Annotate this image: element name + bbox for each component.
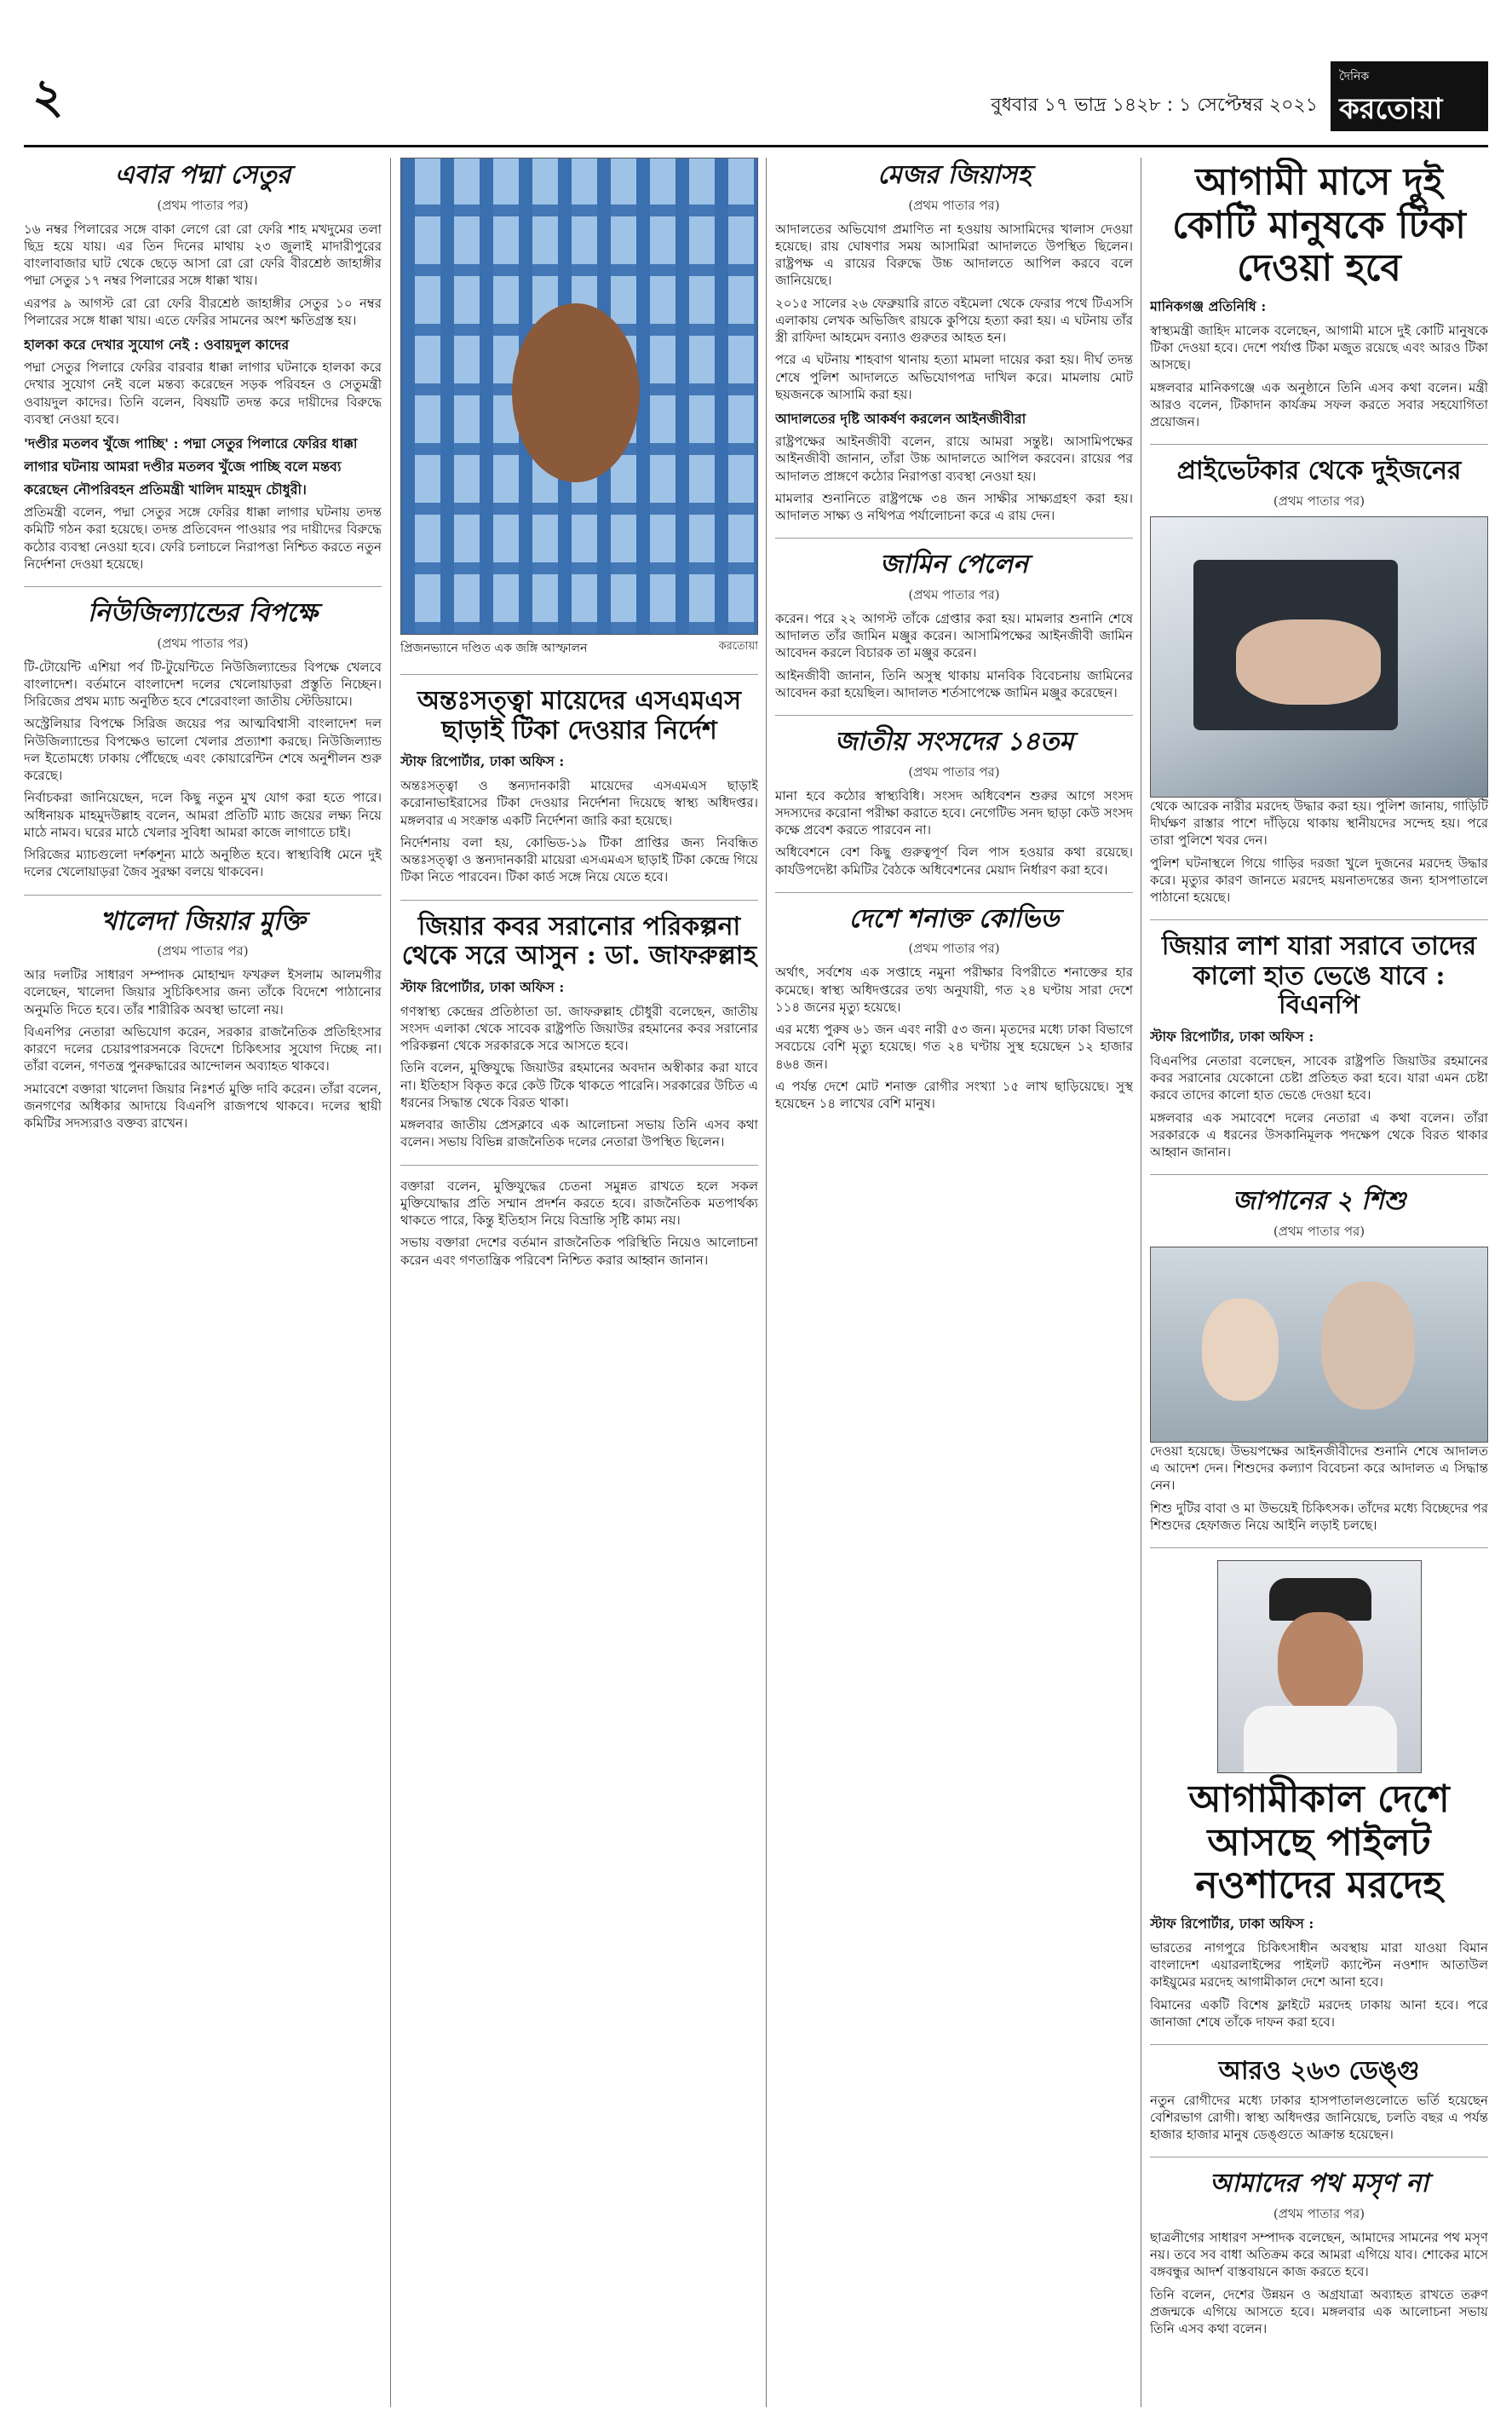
article-paragraph: আদালতের অভিযোগ প্রমাণিত না হওয়ায় আসামিদের খালাস দেওয়া হয়েছে। রায় ঘোষণার সময় আসামিরা আদালতে উপস্থিত ছিলেন। রাষ্ট্রপক্ষ এ রায়ের বিরুদ্ধে উচ্চ আদালতে আপিল করবে বলে জানিয়েছে। [775, 221, 1133, 289]
article-paragraph: তিনি বলেন, দেশের উন্নয়ন ও অগ্রযাত্রা অব্যাহত রাখতে তরুণ প্রজন্মকে এগিয়ে আসতে হবে। মঙ্গলবার এক আলোচনা সভায় তিনি এসব কথা বলেন। [1150, 2286, 1488, 2337]
article-paragraph: ভারতের নাগপুরে চিকিৎসাধীন অবস্থায় মারা যাওয়া বিমান বাংলাদেশ এয়ারলাইন্সের পাইলট ক্যাপ্টেন নওশাদ আতাউল কাইয়ুমের মরদেহ আগামীকাল দেশে আনা হবে। [1150, 1939, 1488, 1990]
photo-caption [400, 638, 758, 659]
masthead [24, 51, 1488, 147]
column-1 [24, 158, 382, 2407]
child-silhouette [1236, 619, 1381, 705]
article-padma [24, 161, 382, 587]
article-title: আমাদের পথ মসৃণ না [1209, 2169, 1429, 2199]
article-paragraph: অধিবেশনে বেশ কিছু গুরুত্বপূর্ণ বিল পাস হওয়ার কথা রয়েছে। কার্যউপদেষ্টা কমিটির বৈঠকে অধিবেশনের মেয়াদ নির্ধারণ করা হবে। [775, 844, 1133, 878]
article-paragraph: প্রতিমন্ত্রী বলেন, পদ্মা সেতুর সঙ্গে ফেরির ধাক্কা লাগার ঘটনায় তদন্ত কমিটি গঠন করা হয়েছে। তদন্ত প্রতিবেদন পাওয়ার পর দায়ীদের বিরুদ্ধে কঠোর ব্যবস্থা নেওয়া হবে। ফেরি চলাচলে নিরাপত্তা নিশ্চিত করতে নতুন নির্দেশনা দেওয়া হয়েছে। [24, 504, 382, 572]
article-zia-grave [400, 913, 758, 1166]
article-title: জাতীয় সংসদের ১৪তম [834, 727, 1074, 757]
byline: স্টাফ রিপোর্টার, ঢাকা অফিস : [400, 978, 565, 995]
article-paragraph: থেকে আরেক নারীর মরদেহ উদ্ধার করা হয়। পুলিশ জানায়, গাড়িটি দীর্ঘক্ষণ রাস্তার পাশে দাঁড়িয়ে থাকায় স্থানীয়দের সন্দেহ হয়। পরে তারা পুলিশে খবর দেন। [1150, 798, 1488, 849]
column-2 [400, 158, 758, 2407]
article-title: জিয়ার লাশ যারা সরাবে তাদের কালো হাত ভেঙে যাবে : বিএনপি [1161, 931, 1477, 1021]
article-title: আরও ২৬৩ ডেঙ্গু [1218, 2056, 1420, 2087]
article-paragraph: মামলার শুনানিতে রাষ্ট্রপক্ষে ৩৪ জন সাক্ষীর সাক্ষ্যগ্রহণ করা হয়। আদালত সাক্ষ্য ও নথিপত্র পর্যালোচনা করে এ রায় দেন। [775, 490, 1133, 523]
article-japan [1150, 1187, 1488, 1548]
article-paragraph: বিএনপির নেতারা বলেছেন, সাবেক রাষ্ট্রপতি জিয়াউর রহমানের কবর সরানোর যেকোনো চেষ্টা প্রতিহত করা হবে। যারা এমন চেষ্টা করবে তাদের কালো হাত ভেঙে দেওয়া হবে। [1150, 1052, 1488, 1103]
article-paragraph: মঙ্গলবার এক সমাবেশে দলের নেতারা এ কথা বলেন। তাঁরা সরকারকে এ ধরনের উসকানিমূলক পদক্ষেপ থেকে বিরত থাকার আহ্বান জানান। [1150, 1109, 1488, 1161]
byline: স্টাফ রিপোর্টার, ঢাকা অফিস : [400, 753, 565, 769]
article-khaleda [24, 907, 382, 1146]
article-two-crore [1150, 161, 1488, 445]
article-paragraph: গণস্বাস্থ্য কেন্দ্রের প্রতিষ্ঠাতা ডা. জাফরুল্লাহ চৌধুরী বলেছেন, জাতীয় সংসদ এলাকা থেকে সাবেক রাষ্ট্রপতি জিয়াউর রহমানের কবর সরানোর পরিকল্পনা থেকে সরকারকে সরে আসতে হবে। [400, 1003, 758, 1053]
continued-label: (প্রথম পাতার পর) [157, 197, 249, 213]
article-bail [775, 550, 1133, 716]
byline: মানিকগঞ্জ প্রতিনিধি : [1150, 297, 1267, 314]
pilot-head [1278, 1612, 1363, 1714]
article-title: খালেদা জিয়ার মুক্তি [100, 906, 306, 936]
continued-label: (প্রথম পাতার পর) [908, 763, 1000, 780]
article-paragraph: নির্বাচকরা জানিয়েছেন, দলে কিছু নতুন মুখ যোগ করা হতে পারে। অধিনায়ক মাহমুদউল্লাহ বলেন, আমরা প্রতিটি ম্যাচ জয়ের লক্ষ্য নিয়ে মাঠে নামব। ঘরের মাঠে খেলার সুবিধা আমরা কাজে লাগাতে চাই। [24, 790, 382, 840]
children-photo [1150, 1247, 1488, 1443]
article-private-car [1150, 457, 1488, 920]
article-subhead: 'দণ্ডীর মতলব খুঁজে পাচ্ছি' : পদ্মা সেতুর পিলারে ফেরির ধাক্কা লাগার ঘটনায় আমরা দণ্ডীর মতলব খুঁজে পাচ্ছি বলে মন্তব্য করেছেন নৌপরিবহন প্রতিমন্ত্রী খালিদ মাহমুদ চৌধুরী। [24, 435, 358, 498]
article-paragraph: পুলিশ ঘটনাস্থলে গিয়ে গাড়ির দরজা খুলে দুজনের মরদেহ উদ্ধার করে। মৃত্যুর কারণ জানতে মরদেহ ময়নাতদন্তের জন্য হাসপাতালে পাঠানো হয়েছে। [1150, 855, 1488, 906]
article-dengue [1150, 2057, 1488, 2157]
article-subhead: হালকা করে দেখার সুযোগ নেই : ওবায়দুল কাদের [24, 337, 290, 353]
photo-credit: করতোয়া [718, 640, 758, 653]
article-paragraph: সমাবেশে বক্তারা খালেদা জিয়ার নিঃশর্ত মুক্তি দাবি করেন। তাঁরা বলেন, জনগণের অধিকার আদায়ে বিএনপি রাজপথে থাকবে। দলের স্থায়ী কমিটির সদস্যরাও বক্তব্য রাখেন। [24, 1080, 382, 1131]
photo-block [400, 158, 758, 675]
column-3 [775, 158, 1133, 2407]
child-silhouette [1321, 1282, 1415, 1409]
article-paragraph: স্বাস্থ্যমন্ত্রী জাহিদ মালেক বলেছেন, আগামী মাসে দুই কোটি মানুষকে টিকা দেওয়া হবে। দেশে পর্যাপ্ত টিকা মজুত রয়েছে এবং আরও টিকা আসছে। [1150, 322, 1488, 373]
article-paragraph: আইনজীবী জানান, তিনি অসুস্থ থাকায় মানবিক বিবেচনায় জামিনের আবেদন করা হয়েছিল। আদালত শর্তসাপেক্ষে জামিন মঞ্জুর করেছেন। [775, 667, 1133, 700]
person-silhouette [512, 303, 640, 482]
car-photo [1150, 516, 1488, 798]
article-paragraph: তিনি বলেন, মুক্তিযুদ্ধে জিয়াউর রহমানের অবদান অস্বীকার করা যাবে না। ইতিহাস বিকৃত করে কেউ টিকে থাকতে পারেনি। সরকারের উচিত এ ধরনের সিদ্ধান্ত থেকে বিরত থাকা। [400, 1060, 758, 1110]
article-title: অন্তঃসত্ত্বা মায়েদের এসএমএস ছাড়াই টিকা দেওয়ার নির্দেশ [417, 686, 742, 746]
article-parliament [775, 728, 1133, 893]
dateline: বুধবার ১৭ ভাদ্র ১৪২৮ : ১ সেপ্টেম্বর ২০২১ [991, 95, 1318, 116]
newspaper-logo [1331, 61, 1488, 131]
article-title: আগামী মাসে দুই কোটি মানুষকে টিকা দেওয়া হবে [1172, 160, 1466, 291]
pilot-uniform [1244, 1706, 1397, 1773]
column-divider [766, 158, 767, 2407]
article-title: আগামীকাল দেশে আসছে পাইলট নওশাদের মরদেহ [1188, 1777, 1450, 1908]
continued-label: (প্রথম পাতার পর) [908, 941, 1000, 957]
continued-label: (প্রথম পাতার পর) [1273, 493, 1365, 509]
article-vaccine [400, 687, 758, 901]
child-silhouette [1202, 1299, 1279, 1401]
article-paragraph: রাষ্ট্রপক্ষের আইনজীবী বলেন, রায়ে আমরা সন্তুষ্ট। আসামিপক্ষের আইনজীবী জানান, তাঁরা উচ্চ আদালতে আপিল করবেন। রায়ের পর আদালত প্রাঙ্গণে কঠোর নিরাপত্তা ব্যবস্থা নেওয়া হয়। [775, 434, 1133, 484]
article-paragraph: অর্থাৎ, সর্বশেষ এক সপ্তাহে নমুনা পরীক্ষার বিপরীতে শনাক্তের হার কমেছে। স্বাস্থ্য অধিদপ্তরের তথ্য অনুযায়ী, গত ২৪ ঘণ্টায় সারা দেশে ১১৪ জনের মৃত্যু হয়েছে। [775, 965, 1133, 1015]
column-divider [390, 158, 391, 2407]
article-paragraph: পরে এ ঘটনায় শাহবাগ থানায় হত্যা মামলা দায়ের করা হয়। দীর্ঘ তদন্ত শেষে পুলিশ আদালতে অভিযোগপত্র দাখিল করে। মামলায় মোট ছয়জনকে আসামি করা হয়। [775, 352, 1133, 402]
article-title: জিয়ার কবর সরানোর পরিকল্পনা থেকে সরে আসুন : ডা. জাফরুল্লাহ [401, 911, 757, 971]
logo-big-text: করতোয়া [1339, 92, 1443, 126]
article-paragraph: করেন। পরে ২২ আগস্ট তাঁকে গ্রেপ্তার করা হয়। মামলার শুনানি শেষে আদালত তাঁর জামিন মঞ্জুর করেন। আসামিপক্ষের আইনজীবী জামিন আবেদন করলে বিচারক তা মঞ্জুর করেন। [775, 610, 1133, 661]
article-title: জামিন পেলেন [880, 550, 1028, 580]
article-paragraph: এরপর ৯ আগস্ট রো রো ফেরি বীরশ্রেষ্ঠ জাহাঙ্গীর সেতুর ১০ নম্বর পিলারের সঙ্গে ধাক্কা খায়। এতে ফেরির সামনের অংশ ক্ষতিগ্রস্ত হয়। [24, 295, 382, 328]
continued-label: (প্রথম পাতার পর) [157, 635, 249, 651]
article-paragraph: ২০১৫ সালের ২৬ ফেব্রুয়ারি রাতে বইমেলা থেকে ফেরার পথে টিএসসি এলাকায় লেখক অভিজিৎ রায়কে কুপিয়ে হত্যা করা হয়। এ ঘটনায় তাঁর স্ত্রী রাফিদা আহমেদ বন্যাও গুরুতর আহত হন। [775, 295, 1133, 345]
article-road [1150, 2169, 1488, 2351]
article-paragraph: মানা হবে কঠোর স্বাস্থ্যবিধি। সংসদ অধিবেশন শুরুর আগে সংসদ সদস্যদের করোনা পরীক্ষা করাতে হবে। নেগেটিভ সনদ ছাড়া কেউ সংসদ কক্ষে প্রবেশ করতে পারবেন না। [775, 787, 1133, 838]
article-title: মেজর জিয়াসহ [877, 160, 1031, 190]
continued-label: (প্রথম পাতার পর) [157, 943, 249, 959]
continued-label: (প্রথম পাতার পর) [908, 586, 1000, 602]
article-paragraph: দেওয়া হয়েছে। উভয়পক্ষের আইনজীবীদের শুনানি শেষে আদালত এ আদেশ দেন। শিশুদের কল্যাণ বিবেচনা করে আদালত এ সিদ্ধান্ত নেন। [1150, 1443, 1488, 1494]
continued-label: (প্রথম পাতার পর) [908, 197, 1000, 213]
article-paragraph: মঙ্গলবার মানিকগঞ্জে এক অনুষ্ঠানে তিনি এসব কথা বলেন। মন্ত্রী আরও বলেন, টিকাদান কার্যক্রম সফল করতে সবার সহযোগিতা প্রয়োজন। [1150, 379, 1488, 430]
article-paragraph: নির্দেশনায় বলা হয়, কোভিড-১৯ টিকা প্রাপ্তির জন্য নিবন্ধিত অন্তঃসত্ত্বা ও স্তন্যদানকারী মায়েরা এসএমএস ছাড়াই টিকা কেন্দ্রে গিয়ে টিকা নিতে পারবেন। টিকা কার্ড সঙ্গে নিয়ে যেতে হবে। [400, 834, 758, 885]
article-ziaul [775, 161, 1133, 539]
article-subhead: আদালতের দৃষ্টি আকর্ষণ করলেন আইনজীবীরা [775, 411, 1026, 427]
article-paragraph: সিরিজের ম্যাচগুলো দর্শকশূন্য মাঠে অনুষ্ঠিত হবে। স্বাস্থ্যবিধি মেনে দুই দলের খেলোয়াড়রা জৈব সুরক্ষা বলয়ে থাকবেন। [24, 847, 382, 880]
article-continuation [400, 1178, 758, 1282]
article-paragraph: অস্ট্রেলিয়ার বিপক্ষে সিরিজ জয়ের পর আত্মবিশ্বাসী বাংলাদেশ দল নিউজিল্যান্ডের বিপক্ষেও ভালো খেলার প্রত্যাশা করছে। নিউজিল্যান্ড দল ইতোমধ্যে ঢাকায় পৌঁছেছে এবং কোয়ারেন্টিন শেষে অনুশীলন শুরু করেছে। [24, 716, 382, 783]
logo-small-text: দৈনিক [1339, 70, 1370, 84]
prison-van-photo [400, 158, 758, 635]
article-covid [775, 905, 1133, 1126]
article-paragraph: ১৬ নম্বর পিলারের সঙ্গে বাকা লেগে রো রো ফেরি শাহ মখদুমের তলা ছিদ্র হয়ে যায়। এর তিন দিনের মাথায় ২৩ জুলাই মাদারীপুরের বাংলাবাজার ঘাট থেকে ছেড়ে আসা রো রো ফেরি বীরশ্রেষ্ঠ জাহাঙ্গীর পদ্মা সেতুর ১৭ নম্বর পিলারের সঙ্গে ধাক্কা খায়। [24, 221, 382, 289]
article-paragraph: নতুন রোগীদের মধ্যে ঢাকার হাসপাতালগুলোতে ভর্তি হয়েছেন বেশিরভাগ রোগী। স্বাস্থ্য অধিদপ্তর জানিয়েছে, চলতি বছর এ পর্যন্ত হাজার হাজার মানুষ ডেঙ্গুতে আক্রান্ত হয়েছেন। [1150, 2092, 1488, 2143]
column-4 [1150, 158, 1488, 2407]
continued-label: (প্রথম পাতার পর) [1273, 2205, 1365, 2221]
byline: স্টাফ রিপোর্টার, ঢাকা অফিস : [1150, 1028, 1314, 1045]
article-paragraph: ছাত্রলীগের সাধারণ সম্পাদক বলেছেন, আমাদের সামনের পথ মসৃণ নয়। তবে সব বাধা অতিক্রম করে আমরা এগিয়ে যাব। শোকের মাসে বঙ্গবন্ধুর আদর্শ বাস্তবায়নে কাজ করতে হবে। [1150, 2229, 1488, 2280]
caption-text: প্রিজনভ্যানে দণ্ডিত এক জঙ্গি আস্ফালন [400, 642, 588, 655]
article-title: এবার পদ্মা সেতুর [114, 160, 291, 190]
pilot-portrait [1217, 1560, 1422, 1773]
article-pilot [1150, 1560, 1488, 2045]
article-paragraph: অন্তঃসত্ত্বা ও স্তন্যদানকারী মায়েদের এসএমএস ছাড়াই করোনাভাইরাসের টিকা দেওয়ার নির্দেশনা দিয়েছে স্বাস্থ্য অধিদপ্তর। মঙ্গলবার এ সংক্রান্ত একটি নির্দেশনা জারি করা হয়েছে। [400, 778, 758, 828]
continued-label: (প্রথম পাতার পর) [1273, 1223, 1365, 1239]
article-paragraph: মঙ্গলবার জাতীয় প্রেসক্লাবে এক আলোচনা সভায় তিনি এসব কথা বলেন। সভায় বিভিন্ন রাজনৈতিক দলের নেতারা উপস্থিত ছিলেন। [400, 1117, 758, 1150]
article-paragraph: বিমানের একটি বিশেষ ফ্লাইটে মরদেহ ঢাকায় আনা হবে। পরে জানাজা শেষে তাঁকে দাফন করা হবে। [1150, 1996, 1488, 2030]
article-paragraph: পদ্মা সেতুর পিলারে ফেরির বারবার ধাক্কা লাগার ঘটনাকে হালকা করে দেখার সুযোগ নেই বলে মন্তব্য করেছেন সড়ক পরিবহন ও সেতুমন্ত্রী ওবায়দুল কাদের। তিনি বলেন, বিষয়টি তদন্ত করে দায়ীদের বিরুদ্ধে ব্যবস্থা নেওয়া হবে। [24, 360, 382, 427]
byline: স্টাফ রিপোর্টার, ঢাকা অফিস : [1150, 1915, 1314, 1932]
article-title: প্রাইভেটকার থেকে দুইজনের [1176, 456, 1462, 487]
article-paragraph: বক্তারা বলেন, মুক্তিযুদ্ধের চেতনা সমুন্নত রাখতে হলে সকল মুক্তিযোদ্ধার প্রতি সম্মান প্রদর্শন করতে হবে। রাজনৈতিক মতপার্থক্য থাকতে পারে, কিন্তু ইতিহাস নিয়ে বিভ্রান্তি সৃষ্টি কাম্য নয়। [400, 1178, 758, 1228]
article-newzealand [24, 599, 382, 896]
article-paragraph: আর দলটির সাধারণ সম্পাদক মোহাম্মদ ফখরুল ইসলাম আলমগীর বলেছেন, খালেদা জিয়ার সুচিকিৎসার জন্য তাঁকে বিদেশে পাঠানোর অনুমতি দিতে হবে। তাঁর শারীরিক অবস্থা ভালো নয়। [24, 967, 382, 1017]
page-number: ২ [32, 69, 64, 124]
article-paragraph: এর মধ্যে পুরুষ ৬১ জন এবং নারী ৫৩ জন। মৃতদের মধ্যে ঢাকা বিভাগে সবচেয়ে বেশি মৃত্যু হয়েছে। গত ২৪ ঘণ্টায় সুস্থ হয়েছেন ১২ হাজার ৪৬৪ জন। [775, 1022, 1133, 1072]
article-title: নিউজিল্যান্ডের বিপক্ষে [88, 598, 318, 628]
article-paragraph: বিএনপির নেতারা অভিযোগ করেন, সরকার রাজনৈতিক প্রতিহিংসার কারণে দলের চেয়ারপারসনকে বিদেশে চিকিৎসার সুযোগ দিচ্ছে না। তাঁরা বলেন, গণতন্ত্র পুনরুদ্ধারের আন্দোলন অব্যাহত থাকবে। [24, 1023, 382, 1074]
article-paragraph: এ পর্যন্ত দেশে মোট শনাক্ত রোগীর সংখ্যা ১৫ লাখ ছাড়িয়েছে। সুস্থ হয়েছেন ১৪ লাখের বেশি মানুষ। [775, 1078, 1133, 1111]
article-title: জাপানের ২ শিশু [1232, 1186, 1406, 1217]
article-zia-body [1150, 932, 1488, 1175]
article-paragraph: শিশু দুটির বাবা ও মা উভয়েই চিকিৎসক। তাঁদের মধ্যে বিচ্ছেদের পর শিশুদের হেফাজত নিয়ে আইনি লড়াই চলছে। [1150, 1500, 1488, 1533]
article-paragraph: টি-টোয়েন্টি এশিয়া পর্ব টি-টুয়েন্টিতে নিউজিল্যান্ডের বিপক্ষে খেলবে বাংলাদেশ। বর্তমানে বাংলাদেশ দলের খেলোয়াড়রা প্রস্তুতি নিচ্ছেন। সিরিজের প্রথম ম্যাচ অনুষ্ঠিত হবে শেরেবাংলা জাতীয় স্টেডিয়ামে। [24, 659, 382, 709]
article-paragraph: সভায় বক্তারা দেশের বর্তমান রাজনৈতিক পরিস্থিতি নিয়েও আলোচনা করেন এবং গণতান্ত্রিক পরিবেশ নিশ্চিত করার আহ্বান জানান। [400, 1235, 758, 1268]
article-title: দেশে শনাক্ত কোভিড [848, 903, 1060, 934]
